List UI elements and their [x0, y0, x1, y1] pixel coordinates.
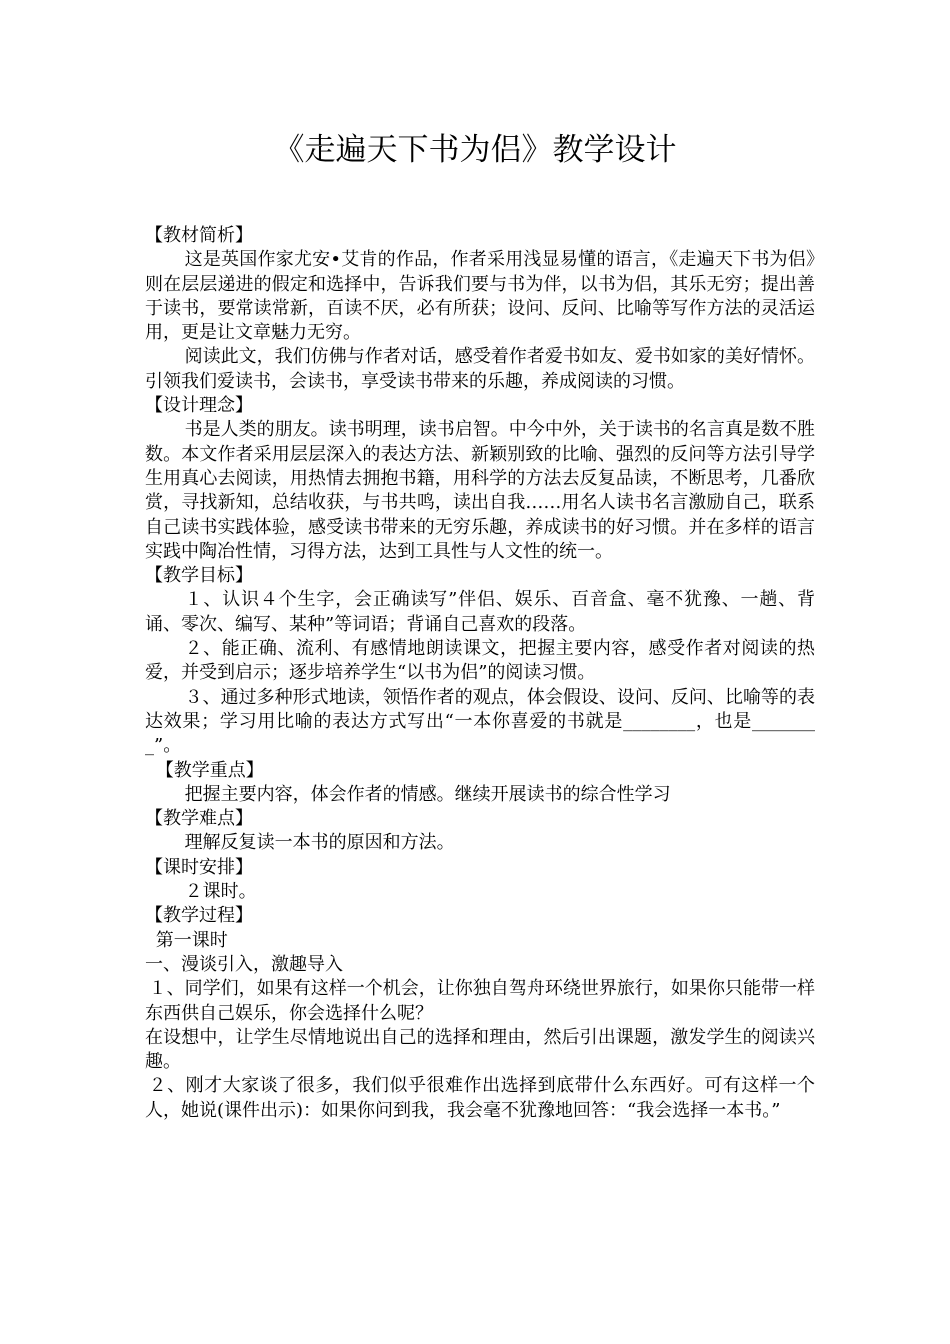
material-paragraph-1: 这是英国作家尤安•艾肯的作品，作者采用浅显易懂的语言，《走遍天下书为侣》则在层层递进的假定和选择中，告诉我们要与书为伴，以书为侣，其乐无穷；提出善于读书，要常读常新，百读不厌，必有所获；设问、反问、比喻等写作方法的灵活运用，更是让文章魅力无穷。 [145, 249, 815, 344]
key-paragraph: 把握主要内容，体会作者的情感。继续开展读书的综合性学习 [184, 783, 671, 805]
concept-paragraph: 书是人类的朋友。读书明理，读书启智。中今中外，关于读书的名言真是数不胜数。本文作者采用层层深入的表达方法、新颖别致的比喻、强烈的反问等方法引导学生用真心去阅读，用热情去拥抱书籍，用科学的方法去反复品读，不断思考，几番欣赏，寻找新知，总结收获，与书共鸣，读出自我……用名人读书名言激励自己，联系自己读书实践体验，感受读书带来的无穷乐趣，养成读书的好习惯。并在多样的语言实践中陶冶性情，习得方法，达到工具性与人文性的统一。 [145, 419, 815, 562]
process-question-1: １、同学们，如果有这样一个机会，让你独自驾舟环绕世界旅行，如果你只能带一样东西供自己娱乐，你会选择什么呢？ [145, 978, 815, 1024]
difficulty-paragraph: 理解反复读一本书的原因和方法。 [184, 832, 455, 854]
section-heading-process: 【教学过程】 [145, 905, 253, 927]
section-heading-concept: 【设计理念】 [145, 395, 253, 417]
material-paragraph-2: 阅读此文，我们仿佛与作者对话，感受着作者爱书如友、爱书如家的美好情怀。引领我们爱读书，会读书，享受读书带来的乐趣，养成阅读的习惯。 [145, 346, 815, 392]
goal-item-2: ２、能正确、流利、有感情地朗读课文，把握主要内容，感受作者对阅读的热爱，并受到启示；逐步培养学生“以书为侣”的阅读习惯。 [145, 638, 815, 684]
section-heading-difficulty: 【教学难点】 [145, 808, 253, 830]
process-step-1: 一、漫谈引入，激趣导入 [145, 953, 343, 975]
section-heading-goals: 【教学目标】 [145, 565, 253, 587]
process-question-2: ２、刚才大家谈了很多，我们似乎很难作出选择到底带什么东西好。可有这样一个人，她说(课件出示)：如果你问到我，我会毫不犹豫地回答：“我会选择一本书。” [145, 1075, 815, 1121]
section-heading-material: 【教材简析】 [145, 225, 253, 246]
section-heading-key: 【教学重点】 [155, 759, 264, 781]
process-note-1: 在设想中，让学生尽情地说出自己的选择和理由，然后引出课题，激发学生的阅读兴趣。 [145, 1026, 815, 1073]
section-heading-schedule: 【课时安排】 [145, 856, 253, 878]
document-body [145, 224, 815, 1123]
goal-item-1: １、认识４个生字，会正确读写”伴侣、娱乐、百音盒、毫不犹豫、一趟、背诵、零次、编写、某种”等词语；背诵自己喜欢的段落。 [145, 589, 815, 635]
document-title: 《走遍天下书为侣》教学设计 [273, 132, 677, 168]
goal-item-3: ３、通过多种形式地读，领悟作者的观点，体会假设、设问、反问、比喻等的表达效果；学习用比喻的表达方式写出“一本你喜爱的书就是________，也是________”。 [145, 686, 815, 757]
lesson-label: 第一课时 [155, 929, 228, 951]
schedule-paragraph: ２课时。 [184, 881, 257, 903]
